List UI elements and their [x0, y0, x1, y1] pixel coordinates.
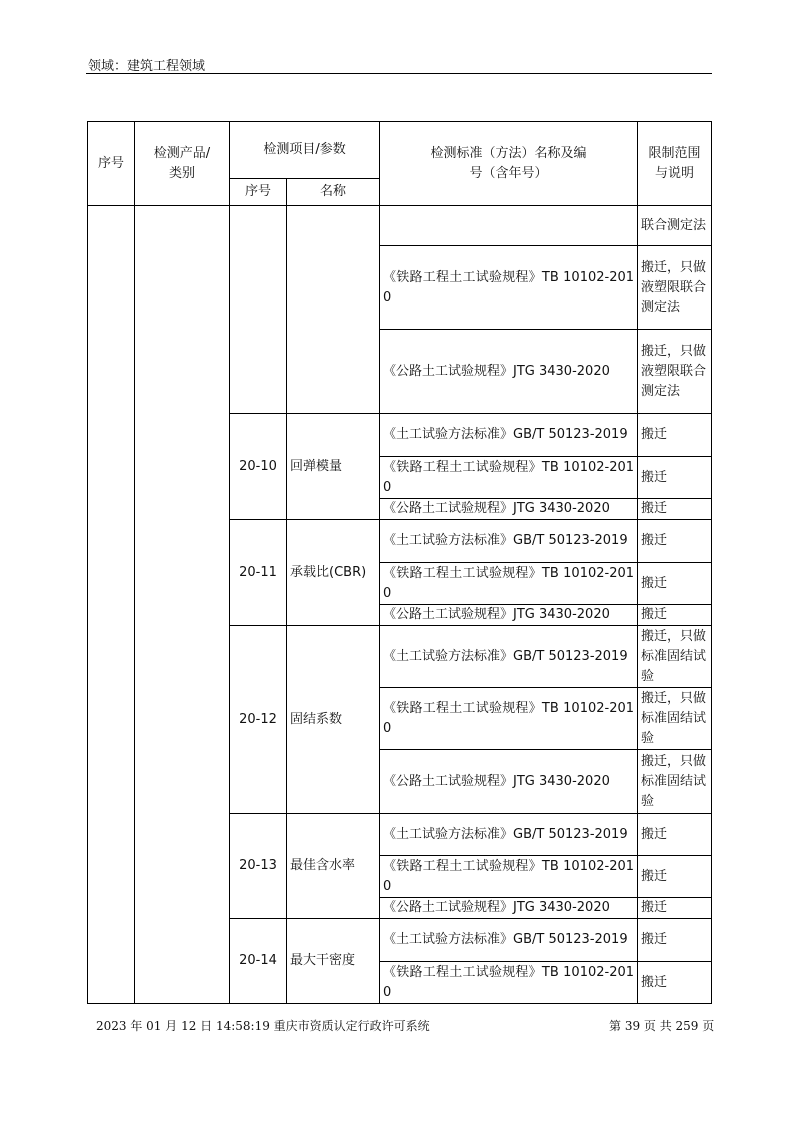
standard-cell: 《土工试验方法标准》GB/T 50123-2019 [380, 919, 638, 962]
standard-cell: 《铁路工程土工试验规程》TB 10102-2010 [380, 856, 638, 898]
item-name-cell: 承载比(CBR) [287, 520, 380, 626]
standard-cell: 《公路土工试验规程》JTG 3430-2020 [380, 750, 638, 814]
limit-cell: 搬迁 [638, 605, 712, 626]
standard-cell: 《土工试验方法标准》GB/T 50123-2019 [380, 814, 638, 856]
standard-cell: 《公路土工试验规程》JTG 3430-2020 [380, 898, 638, 919]
item-name-cell-cont [287, 206, 380, 414]
standard-cell [380, 206, 638, 246]
limit-cell: 搬迁 [638, 499, 712, 520]
item-seq-cell: 20-12 [230, 626, 287, 814]
item-seq-cell: 20-13 [230, 814, 287, 919]
limit-cell: 搬迁 [638, 563, 712, 605]
standard-cell: 《铁路工程土工试验规程》TB 10102-2010 [380, 563, 638, 605]
header-item-seq: 序号 [230, 179, 287, 206]
limit-cell: 搬迁 [638, 898, 712, 919]
standard-cell: 《土工试验方法标准》GB/T 50123-2019 [380, 414, 638, 457]
footer-page-number: 第 39 页 共 259 页 [609, 1019, 715, 1033]
standard-cell: 《铁路工程土工试验规程》TB 10102-2010 [380, 246, 638, 330]
item-name-cell: 最大干密度 [287, 919, 380, 1004]
limit-cell: 搬迁，只做标准固结试验 [638, 750, 712, 814]
header-limit: 限制范围与说明 [638, 122, 712, 206]
standard-cell: 《铁路工程土工试验规程》TB 10102-2010 [380, 457, 638, 499]
footer-timestamp-system: 2023 年 01 月 12 日 14:58:19 重庆市资质认定行政许可系统 [96, 1019, 430, 1033]
limit-cell: 搬迁，只做标准固结试验 [638, 688, 712, 750]
header-divider [86, 73, 712, 74]
limit-cell: 搬迁 [638, 856, 712, 898]
limit-cell: 联合测定法 [638, 206, 712, 246]
header-item-name: 名称 [287, 179, 380, 206]
item-name-cell: 固结系数 [287, 626, 380, 814]
limit-cell: 搬迁 [638, 814, 712, 856]
limit-cell: 搬迁，只做液塑限联合测定法 [638, 246, 712, 330]
standard-cell: 《公路土工试验规程》JTG 3430-2020 [380, 605, 638, 626]
limit-cell: 搬迁 [638, 457, 712, 499]
standard-cell: 《土工试验方法标准》GB/T 50123-2019 [380, 626, 638, 688]
limit-cell: 搬迁，只做液塑限联合测定法 [638, 330, 712, 414]
item-seq-cell-cont [230, 206, 287, 414]
item-name-cell: 最佳含水率 [287, 814, 380, 919]
limit-cell: 搬迁，只做标准固结试验 [638, 626, 712, 688]
standard-cell: 《公路土工试验规程》JTG 3430-2020 [380, 330, 638, 414]
item-seq-cell: 20-14 [230, 919, 287, 1004]
limit-cell: 搬迁 [638, 919, 712, 962]
seq-cell [88, 206, 135, 1004]
standard-cell: 《土工试验方法标准》GB/T 50123-2019 [380, 520, 638, 563]
page-header-domain: 领域：建筑工程领域 [88, 59, 206, 74]
limit-cell: 搬迁 [638, 414, 712, 457]
header-item-group: 检测项目/参数 [230, 122, 380, 179]
header-seq: 序号 [88, 122, 135, 206]
item-seq-cell: 20-10 [230, 414, 287, 520]
header-product: 检测产品/类别 [135, 122, 230, 206]
standard-cell: 《铁路工程土工试验规程》TB 10102-2010 [380, 962, 638, 1004]
item-name-cell: 回弹模量 [287, 414, 380, 520]
item-seq-cell: 20-11 [230, 520, 287, 626]
limit-cell: 搬迁 [638, 520, 712, 563]
qualification-table [87, 121, 712, 1004]
product-cell [135, 206, 230, 1004]
standard-cell: 《铁路工程土工试验规程》TB 10102-2010 [380, 688, 638, 750]
header-standard: 检测标准（方法）名称及编号（含年号） [380, 122, 638, 206]
standard-cell: 《公路土工试验规程》JTG 3430-2020 [380, 499, 638, 520]
limit-cell: 搬迁 [638, 962, 712, 1004]
